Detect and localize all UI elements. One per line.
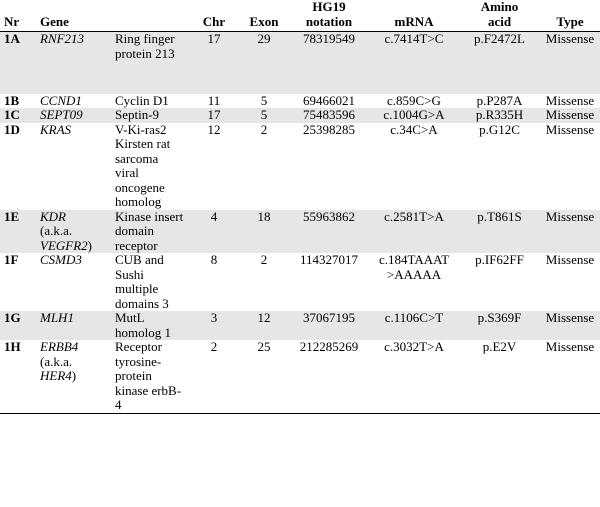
row-gene: RNF213 — [40, 31, 85, 46]
row-nr: 1B — [4, 92, 20, 108]
row-mrna: c.34C>A — [390, 121, 438, 137]
row-hg19: 37067195 — [303, 310, 355, 325]
row-amino-acid: p.P287A — [476, 92, 523, 108]
row-mrna: c.2581T>A — [384, 208, 444, 224]
header-nr: Nr — [4, 13, 20, 29]
header-hg19-line2: notation — [305, 13, 353, 29]
header-gene: Gene — [40, 13, 69, 29]
row-gene: SEPT09 — [40, 107, 83, 122]
row-gene-aka-post: ) — [71, 368, 77, 383]
row-hg19: 25398285 — [303, 121, 355, 137]
row-gene-name: CUB and Sushi multiple domains 3 — [115, 252, 169, 311]
row-gene-aka-post: ) — [87, 237, 92, 253]
row-chr: 4 — [210, 208, 218, 224]
row-exon: 2 — [260, 252, 268, 267]
row-exon: 5 — [260, 107, 268, 122]
row-gene-aka-symbol: HER4 — [40, 368, 72, 383]
header-aa-line2: acid — [487, 13, 512, 29]
row-gene-aka-line — [40, 369, 107, 384]
row-gene-name: MutL homolog 1 — [115, 310, 171, 340]
row-chr: 17 — [207, 107, 221, 122]
table-row — [0, 123, 600, 210]
row-hg19: 78319549 — [303, 31, 355, 46]
row-type: Missense — [545, 121, 595, 137]
header-name — [111, 0, 189, 32]
header-chr: Chr — [202, 13, 226, 29]
row-gene: CCND1 — [40, 92, 82, 108]
row-gene: CSMD3 — [40, 252, 82, 267]
row-gene-name: Septin-9 — [115, 107, 160, 122]
table-row — [0, 340, 600, 413]
header-mrna: mRNA — [394, 13, 434, 29]
row-gene-aka-pre: (a.k.a. — [40, 223, 73, 238]
row-amino-acid: p.T861S — [477, 208, 522, 224]
row-hg19: 55963862 — [303, 208, 355, 224]
row-chr: 17 — [207, 31, 221, 46]
row-gene-name: Ring finger protein 213 — [115, 31, 175, 61]
row-nr: 1H — [4, 339, 21, 354]
row-mrna: c.3032T>A — [384, 339, 444, 354]
row-mrna: c.7414T>C — [384, 31, 444, 46]
row-exon: 25 — [257, 339, 271, 354]
row-type: Missense — [545, 310, 595, 325]
row-gene — [36, 210, 111, 254]
table-row — [0, 108, 600, 123]
header-aa-line1: Amino — [480, 0, 519, 14]
row-amino-acid: p.R335H — [475, 107, 524, 122]
row-exon: 29 — [257, 31, 271, 46]
row-mrna: c.184TAAAT >AAAAA — [378, 252, 450, 282]
row-exon: 5 — [260, 92, 268, 108]
row-type: Missense — [545, 31, 595, 46]
row-exon: 12 — [257, 310, 271, 325]
row-gene-name: Kinase insert domain receptor — [115, 208, 184, 253]
row-amino-acid: p.IF62FF — [475, 252, 524, 267]
row-gene-name: V-Ki-ras2 Kirsten rat sarcoma viral oncogene homolog — [115, 121, 171, 209]
header-amino-acid — [459, 0, 540, 32]
row-chr: 11 — [207, 92, 221, 108]
header-exon: Exon — [249, 13, 279, 29]
row-nr: 1D — [4, 121, 20, 137]
row-gene-symbol: ERBB4 — [40, 339, 79, 354]
row-chr: 3 — [210, 310, 218, 325]
row-amino-acid: p.S369F — [477, 310, 522, 325]
table-row — [0, 32, 600, 94]
row-gene — [36, 340, 111, 413]
row-exon: 18 — [257, 208, 271, 224]
row-gene: MLH1 — [40, 310, 74, 325]
row-gene-aka-pre: (a.k.a. — [40, 353, 73, 369]
table-row — [0, 94, 600, 109]
row-type: Missense — [545, 208, 595, 224]
row-type: Missense — [545, 107, 595, 122]
row-nr: 1A — [4, 31, 20, 46]
row-gene-aka-symbol: VEGFR2 — [40, 237, 88, 253]
header-hg19-line1: HG19 — [312, 0, 346, 14]
row-mrna: c.859C>G — [387, 92, 441, 108]
row-gene: KRAS — [40, 121, 72, 137]
row-nr: 1G — [4, 310, 21, 325]
row-amino-acid: p.F2472L — [474, 31, 525, 46]
row-gene-symbol: KDR — [40, 208, 66, 224]
row-chr: 12 — [207, 121, 221, 137]
row-type: Missense — [545, 92, 595, 108]
table-row — [0, 311, 600, 340]
row-amino-acid: p.G12C — [479, 121, 520, 137]
row-nr: 1C — [4, 107, 20, 122]
header-hg19 — [289, 0, 369, 32]
row-gene-aka-line — [40, 239, 107, 254]
row-gene-name: Receptor tyrosine-protein kinase erbB-4 — [115, 339, 182, 412]
row-exon: 2 — [260, 121, 268, 137]
header-type: Type — [556, 13, 584, 29]
row-chr: 8 — [210, 252, 218, 267]
row-gene-aka — [40, 224, 107, 239]
row-nr: 1F — [4, 252, 19, 267]
row-nr: 1E — [4, 208, 20, 224]
row-hg19: 69466021 — [303, 92, 355, 108]
row-type: Missense — [545, 252, 595, 267]
row-chr: 2 — [210, 339, 218, 354]
row-gene-name: Cyclin D1 — [115, 92, 169, 108]
row-hg19: 114327017 — [299, 252, 359, 267]
row-amino-acid: p.E2V — [482, 339, 517, 354]
header-row — [0, 0, 600, 32]
row-mrna: c.1004G>A — [383, 107, 445, 122]
table-row — [0, 253, 600, 311]
row-hg19: 75483596 — [303, 107, 355, 122]
row-gene-aka — [40, 355, 107, 370]
row-hg19: 212285269 — [299, 339, 359, 354]
table-row — [0, 210, 600, 254]
row-mrna: c.1106C>T — [384, 310, 444, 325]
row-type: Missense — [545, 339, 595, 354]
